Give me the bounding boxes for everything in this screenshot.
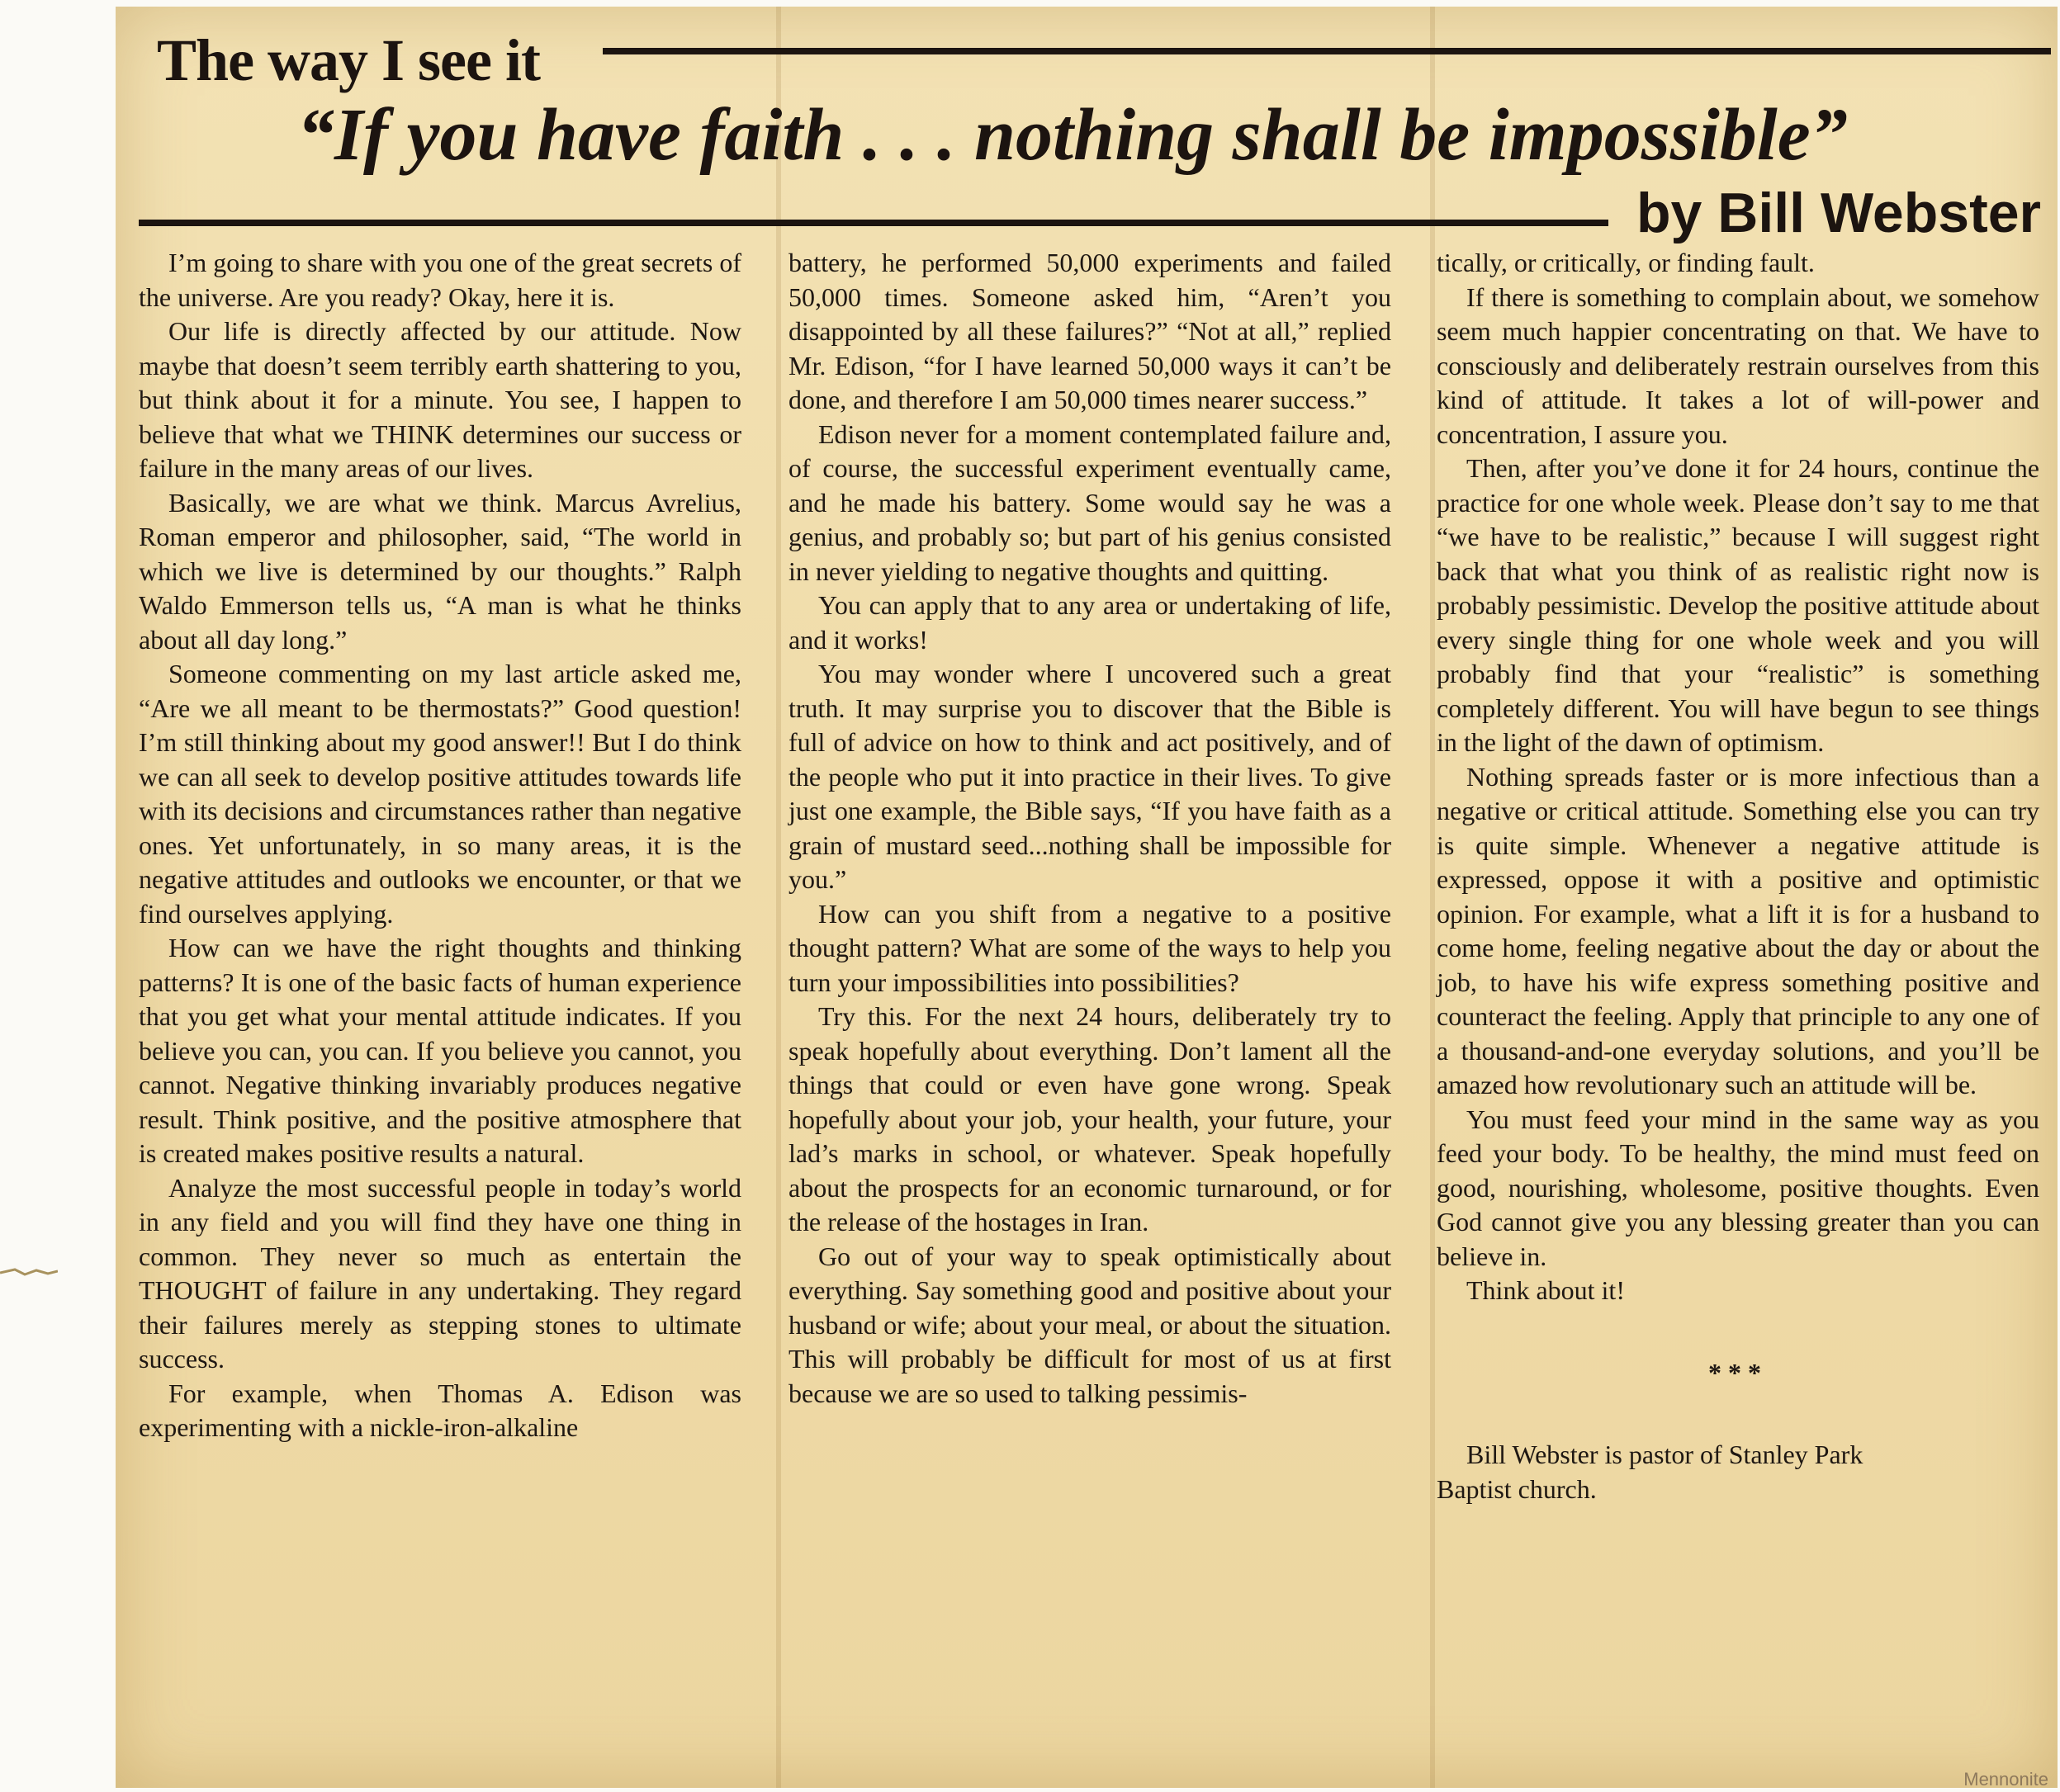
paragraph: If there is something to complain about, we somehow seem much happier concentrating on that. We have to consciously and deliberately restrain ourselves from this kind of attitude. It takes a lot of will-power and concentration, I assure you.	[1437, 281, 2039, 449]
author-note	[1437, 1438, 2039, 1506]
paragraph: Edison never for a moment contemplated failure and, of course, the successful experiment eventually came, and he made his battery. Some would say he was a genius, and probably so; but part of his genius consisted in never yielding to negative thoughts and quitting.	[788, 418, 1391, 586]
article-column-2	[788, 246, 1391, 1411]
paragraph: Go out of your way to speak optimistically about everything. Say something good and positive about your husband or wife; about your meal, or about the situation. This will probably be difficult for most of us at first because we are so used to talking pessimis-	[788, 1241, 1391, 1408]
paragraph: You may wonder where I uncovered such a great truth. It may surprise you to discover that the Bible is full of advice on how to think and act positively, and of the people who put it into practice in their lives. To give just one example, the Bible says, “If you have faith as a grain of mustard seed...nothing shall be impossible for you.”	[788, 659, 1391, 894]
column-fold-shadow	[776, 7, 781, 1788]
author-note-line: Baptist church.	[1437, 1473, 1597, 1504]
article-byline: by Bill Webster	[1636, 182, 2041, 244]
paragraph: Someone commenting on my last article asked me, “Are we all meant to be thermostats?” Good question! I’m still thinking about my good answer!! But I do think we can all seek to develop positive attitudes towards life with its decisions and circumstances rather than negative ones. Yet unfortunately, in so many areas, it is the negative attitudes and outlooks we encounter, or that we find ourselves applying.	[139, 659, 741, 929]
paper-tear-mark	[0, 1267, 58, 1279]
paragraph: I’m going to share with you one of the great secrets of the universe. Are you ready? Okay, here it is.	[139, 248, 742, 312]
header-rule-bottom	[139, 220, 1608, 226]
paragraph: You must feed your mind in the same way as you feed your body. To be healthy, the mind must feed on good, nourishing, wholesome, positive thoughts. Even God cannot give you any blessing greater than you can believe in.	[1437, 1104, 2039, 1271]
header-rule-top	[603, 48, 2051, 54]
paragraph: Nothing spreads faster or is more infectious than a negative or critical attitude. Something else you can try is quite simple. Whenever a negative attitude is expressed, oppose it with a positive and optimistic opinion. For example, what a lift it is for a husband to come home, feeling negative about the day or about the job, to have his wife express something positive and counteract the feeling. Apply that principle to any one of a thousand-and-one everyday solutions, and you’ll be amazed how revolutionary such an attitude will be.	[1437, 761, 2039, 1099]
article-column-1	[139, 246, 741, 1445]
paragraph: How can you shift from a negative to a positive thought pattern? What are some of the ways to help you turn your impossibilities into possibilities?	[788, 898, 1391, 997]
paragraph: Then, after you’ve done it for 24 hours, continue the practice for one whole week. Please don’t say to me that “we have to be realistic,” because I will suggest right back that what you think of as realistic right now is probably pessimistic. Develop the positive attitude about every single thing for one whole week and you will probably find that your “realistic” is something completely different. You will have begun to see things in the light of the dawn of optimism.	[1437, 453, 2039, 757]
paragraph: Basically, we are what we think. Marcus Avrelius, Roman emperor and philosopher, said, “The world in which we live is determined by our thoughts.” Ralph Waldo Emmerson tells us, “A man is what he thinks about all day long.”	[139, 487, 741, 655]
paragraph: You can apply that to any area or undertaking of life, and it works!	[788, 590, 1391, 655]
archive-watermark: Mennonite	[1963, 1769, 2048, 1790]
section-separator: ***	[1708, 1357, 1768, 1388]
paragraph: For example, when Thomas A. Edison was experimenting with a nickle-iron-alkaline	[139, 1378, 741, 1442]
paragraph: Try this. For the next 24 hours, deliberately try to speak hopefully about everything. Don’t lament all the things that could or even have gone wrong. Speak hopefully about your job, your health, your future, your lad’s marks in school, or whatever. Speak hopefully about the prospects for an economic turnaround, or for the release of the hostages in Iran.	[788, 1001, 1391, 1236]
paragraph-closing: Think about it!	[1466, 1275, 1625, 1305]
paragraph: How can we have the right thoughts and thinking patterns? It is one of the basic facts of human experience that you get what your mental attitude indicates. If you believe you can, you can. If you believe you cannot, you cannot. Negative thinking invariably produces negative result. Think positive, and the positive atmosphere that is created makes positive results a natural.	[139, 933, 741, 1168]
paragraph: Analyze the most successful people in today’s world in any field and you will find they have one thing in common. They never so much as entertain the THOUGHT of failure in any undertaking. They regard their failures merely as stepping stones to ultimate success.	[139, 1172, 741, 1374]
column-fold-shadow	[1430, 7, 1435, 1788]
newspaper-clipping	[116, 7, 2058, 1788]
paragraph-continued: battery, he performed 50,000 experiments and failed 50,000 times. Someone asked him, “Aren’t you disappointed by all these failures?” “Not at all,” replied Mr. Edison, “for I have learned 50,000 ways it can’t be done, and therefore I am 50,000 times nearer success.”	[788, 248, 1391, 414]
paragraph: Our life is directly affected by our attitude. Now maybe that doesn’t seem terribly earth shattering to you, but think about it for a minute. You see, I happen to believe that what we THINK determines our success or failure in the many areas of our lives.	[139, 316, 741, 483]
article-headline: “If you have faith . . . nothing shall be impossible”	[297, 94, 1848, 176]
column-kicker: The way I see it	[157, 27, 540, 93]
author-note-line: Bill Webster is pastor of Stanley Park	[1466, 1440, 1863, 1469]
article-column-3	[1437, 246, 2039, 1506]
paragraph-continued: tically, or critically, or finding fault.	[1437, 248, 1815, 277]
